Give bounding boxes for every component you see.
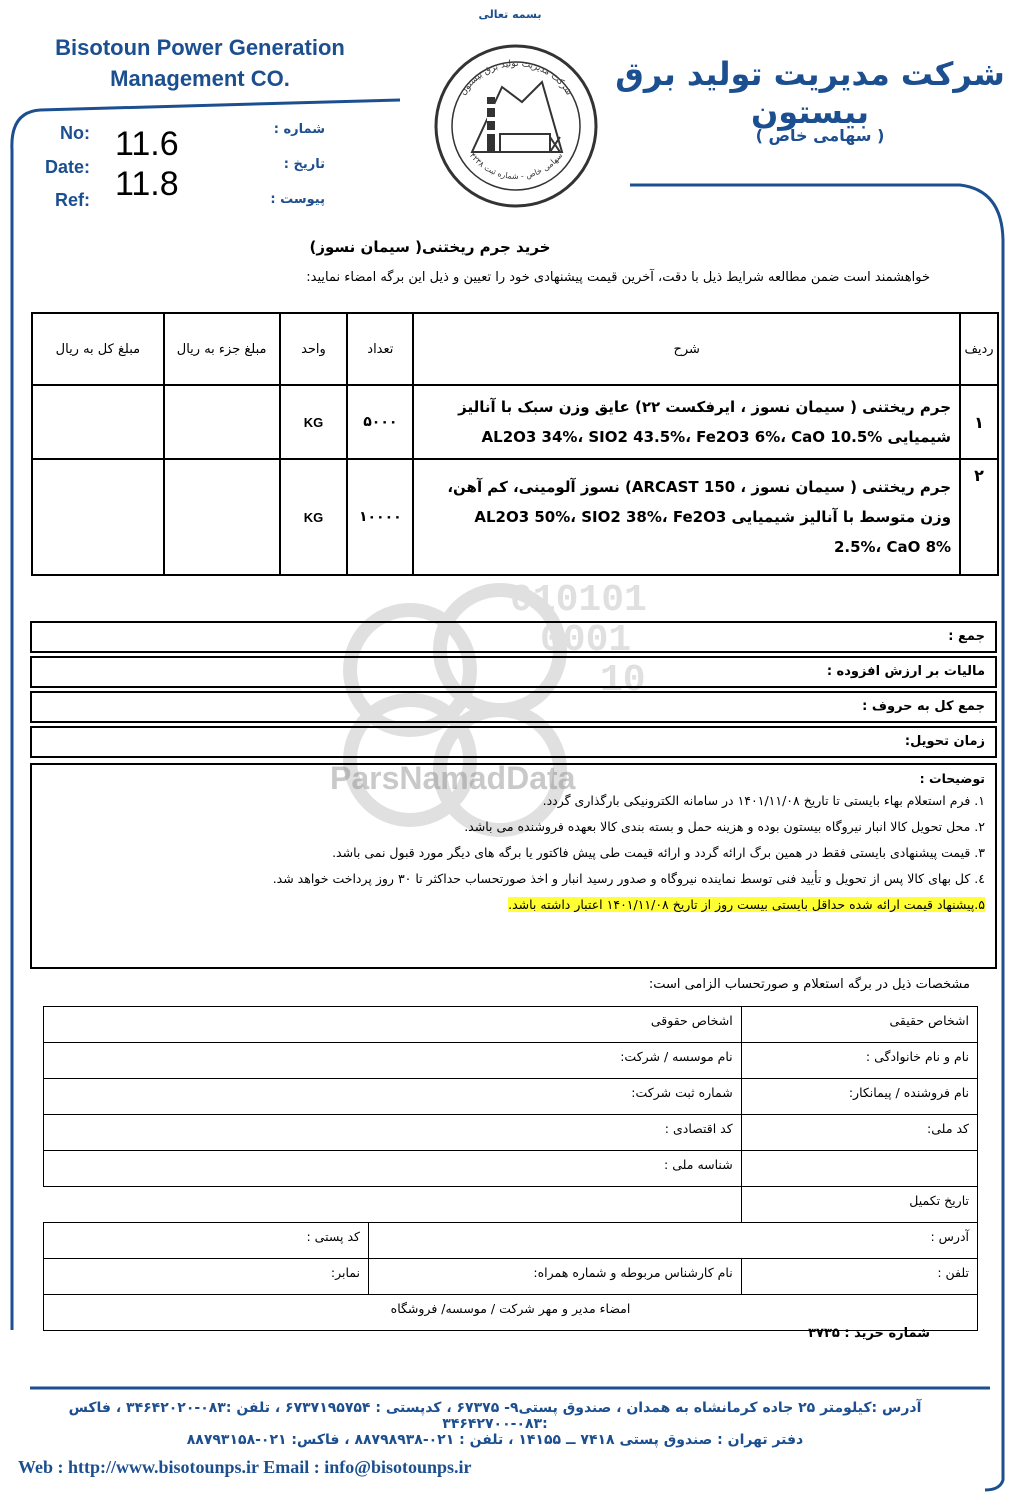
date-label-en: Date: xyxy=(44,157,90,177)
fax-field[interactable]: نمابر: xyxy=(44,1259,369,1295)
phone-field[interactable]: تلفن : xyxy=(741,1259,977,1295)
footer-web: Web : http://www.bisotounps.ir Email : info@bisotounps.ir xyxy=(18,1457,472,1477)
address-field[interactable]: آدرس : xyxy=(369,1223,978,1259)
svg-text:شرکت مدیریت تولید برق بیستون xyxy=(458,59,573,97)
header-quantity: تعداد xyxy=(347,313,413,385)
document-intro: خواهشمند است ضمن مطالعه شرایط ذیل با دقت، آخرین قیمت پیشنهادی خود را تعیین و ذیل این برگه امضاء نمایید: xyxy=(306,270,930,285)
item-quantity: ۵۰۰۰ xyxy=(347,385,413,459)
svg-text:10: 10 xyxy=(600,659,646,702)
row-number: ۲ xyxy=(960,459,998,575)
header-unit-price: مبلغ جزء به ریال xyxy=(164,313,280,385)
total-row[interactable] xyxy=(30,621,997,653)
ref-label-en: Ref: xyxy=(55,190,90,210)
header-total-price: مبلغ کل به ریال xyxy=(32,313,164,385)
empty-cell xyxy=(741,1151,977,1187)
item-description: جرم ریختنی ( سیمان نسوز ، ARCAST 150) نسوز آلومینی، کم آهن، وزن متوسط با آنالیز شیمیایی AL2O3 50%، SIO2 38%، Fe2O3 2.5%، CaO 8% xyxy=(413,459,960,575)
row-number: ۱ xyxy=(960,385,998,459)
natural-person-header: اشخاص حقیقی xyxy=(741,1007,977,1043)
company-name-english: Bisotoun Power Generation Management CO. xyxy=(55,35,345,91)
seller-field[interactable]: نام فروشنده / پیمانکار: xyxy=(741,1079,977,1115)
ref-label-fa: پیوست : xyxy=(270,192,325,207)
delivery-label: زمان تحویل: xyxy=(904,734,985,749)
svg-text:0001: 0001 xyxy=(540,619,632,662)
total-words-row[interactable] xyxy=(30,691,997,723)
institute-field[interactable]: نام موسسه / شرکت: xyxy=(44,1043,742,1079)
economic-code-field[interactable]: کد اقتصادی : xyxy=(44,1115,742,1151)
date-label-fa: تاریخ : xyxy=(283,157,325,172)
specs-row xyxy=(44,1151,978,1187)
document-title: خرید جرم ریختنی( سیمان نسوز) xyxy=(309,238,551,256)
empty-cell xyxy=(44,1187,742,1223)
reg-no-field[interactable]: شماره ثبت شرکت: xyxy=(44,1079,742,1115)
svg-text:010101: 010101 xyxy=(510,580,647,622)
notes-list xyxy=(42,792,985,914)
watermark-text: ParsNamadData xyxy=(330,760,576,796)
item-total-price[interactable] xyxy=(32,459,164,575)
delivery-row[interactable] xyxy=(30,726,997,758)
specs-row xyxy=(44,1007,978,1043)
footer-tehran: دفتر تهران : صندوق پستی ۷۴۱۸ ــ ۱۴۱۵۵ ، تلفن : ۰۲۱-۸۸۷۹۸۹۳۸ ، فاکس: ۰۲۱-۸۸۷۹۳۱۵۸ xyxy=(186,1432,804,1448)
vat-label: مالیات بر ارزش افزوده : xyxy=(826,664,985,679)
note-item: ۲. محل تحویل کالا انبار نیروگاه بیستون بوده و هزینه حمل و بسته بندی کالا بعهده فروشنده می باشد. xyxy=(464,819,985,834)
note-item: ٤. کل بهای کالا پس از تحویل و تأیید فنی توسط نماینده نیروگاه و صدور رسید انبار و اخذ صورتحساب حداکثر تا ۳۰ روز پرداخت خواهد شد. xyxy=(272,871,985,886)
seal-bottom-text: سهامی خاص - شماره ثبت ۴۲۳۸ xyxy=(467,150,565,181)
table-row xyxy=(32,459,998,575)
total-label: جمع : xyxy=(948,629,985,644)
company-type: ( سهامی خاص ) xyxy=(755,126,885,145)
svg-text:سهامی خاص - شماره ثبت ۴۲۳۸ xyxy=(468,151,565,181)
item-total-price[interactable] xyxy=(32,385,164,459)
table-row xyxy=(32,385,998,459)
items-table xyxy=(31,312,999,576)
national-code-field[interactable]: کد ملی: xyxy=(741,1115,977,1151)
footer-address: آدرس :کیلومتر ۲۵ جاده کرمانشاه به همدان ، صندوق پستی۹- ۶۷۳۷۵ ، کدپستی : ۶۷۳۷۱۹۵۷۵۴ ، تلفن :۰۸۳-۳۴۶۴۲۰۲۰ ، فاکس :۰۸۳-۳۴۶۴۲۷۰۰ xyxy=(68,1400,922,1432)
specs-row xyxy=(44,1079,978,1115)
item-description: جرم ریختنی ( سیمان نسوز ، ایرفکست ۲۲) عایق وزن سبک با آنالیز شیمیایی AL2O3 34%، SIO2 43.5%، Fe2O3 6%، CaO 10.5% xyxy=(413,385,960,459)
note-item: ۳. قیمت پیشنهادی بایستی فقط در همین برگ ارائه گردد و ارائه قیمت طی پیش فاکتور یا برگه های دیگر مورد قبول نمی باشد. xyxy=(332,845,985,860)
seal-top-text: شرکت مدیریت تولید برق بیستون xyxy=(458,58,574,98)
item-unit: KG xyxy=(280,385,348,459)
legal-person-header: اشخاص حقوقی xyxy=(44,1007,742,1043)
expert-field[interactable]: نام کارشناس مربوطه و شماره همراه: xyxy=(369,1259,742,1295)
notes-title: توضیحات : xyxy=(919,771,985,786)
postal-code-field[interactable]: کد پستی : xyxy=(44,1223,369,1259)
specs-row xyxy=(44,1043,978,1079)
specs-row xyxy=(44,1259,978,1295)
specs-table xyxy=(43,1006,978,1331)
vat-row[interactable] xyxy=(30,656,997,688)
note-highlight: ۵.پیشنهاد قیمت ارائه شده حداقل بایستی بیست روز از تاریخ ۱۴۰۱/۱۱/۰۸ اعتبار داشته باشد. xyxy=(508,897,985,912)
signature-field[interactable]: امضاء مدیر و مهر شرکت / موسسه/ فروشگاه xyxy=(44,1295,978,1331)
no-value: 11.6 xyxy=(115,125,179,163)
header-unit: واحد xyxy=(280,313,348,385)
note-item: ۱. فرم استعلام بهاء بایستی تا تاریخ ۱۴۰۱/۱۱/۰۸ در سامانه الکترونیکی بارگذاری گردد. xyxy=(542,793,985,808)
purchase-number: شماره خرید : ۳۷۳۵ xyxy=(808,1326,930,1341)
notes-box xyxy=(30,763,997,969)
items-header-row xyxy=(32,313,998,385)
completion-date-field[interactable]: تاریخ تکمیل xyxy=(741,1187,977,1223)
note-item-highlighted xyxy=(42,896,985,914)
item-unit: KG xyxy=(280,459,348,575)
item-quantity: ۱۰۰۰۰ xyxy=(347,459,413,575)
no-label-en: No: xyxy=(60,123,90,143)
name-field[interactable]: نام و نام خانوادگی : xyxy=(741,1043,977,1079)
national-id-field[interactable]: شناسه ملی : xyxy=(44,1151,742,1187)
specs-title: مشخصات ذیل در برگه استعلام و صورتحساب الزامی است: xyxy=(648,977,970,992)
company-name-persian: شرکت مدیریت تولید برق بیستون xyxy=(615,55,1005,131)
header-row-no: ردیف xyxy=(960,313,998,385)
item-unit-price[interactable] xyxy=(164,459,280,575)
date-value: 11.8 xyxy=(115,165,179,203)
item-unit-price[interactable] xyxy=(164,385,280,459)
bismillah: بسمه تعالی xyxy=(478,8,542,21)
header-description: شرح xyxy=(413,313,960,385)
specs-row xyxy=(44,1187,978,1223)
specs-row xyxy=(44,1223,978,1259)
no-label-fa: شماره : xyxy=(273,122,325,137)
total-words-label: جمع کل به حروف : xyxy=(862,699,985,714)
specs-row xyxy=(44,1115,978,1151)
company-seal xyxy=(432,42,600,210)
